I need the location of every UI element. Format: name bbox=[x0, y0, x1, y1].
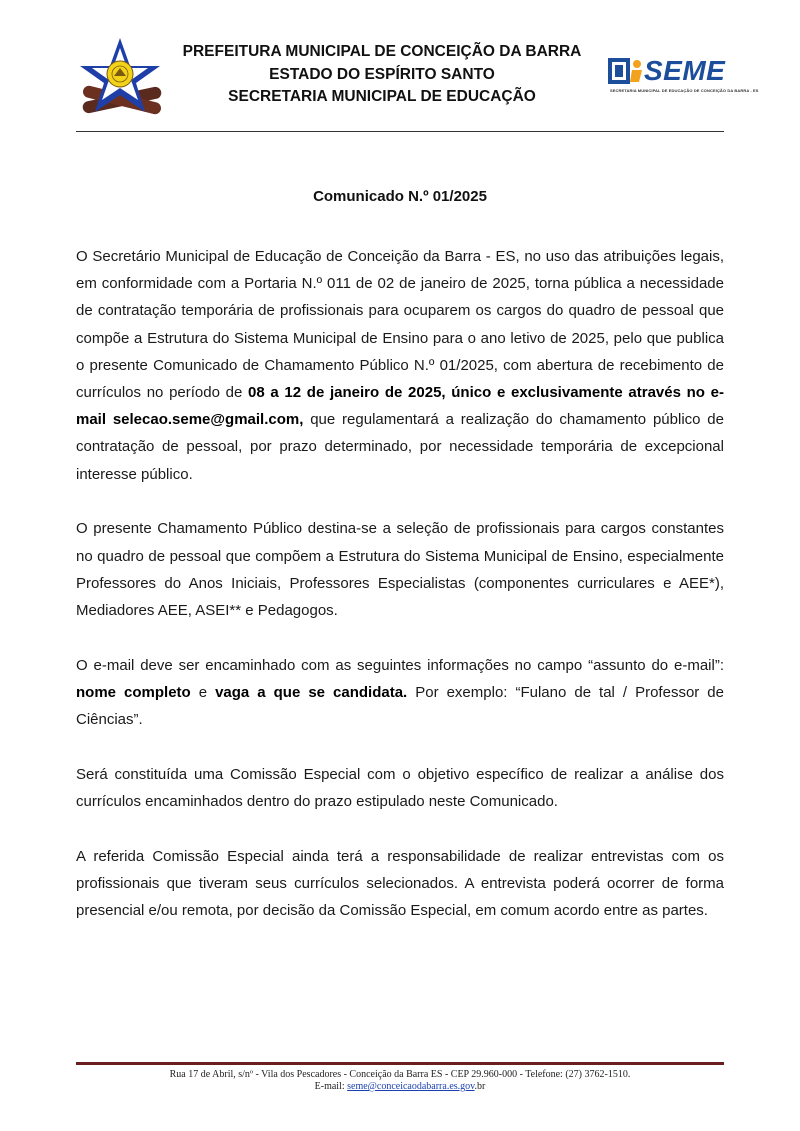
seme-logo-caption: SECRETARIA MUNICIPAL DE EDUCAÇÃO DE CONCEIÇÃO DA BARRA - ES bbox=[610, 88, 759, 93]
paragraph-3-text-a: O e-mail deve ser encaminhado com as seguintes informações no campo “assunto do e-mail”: bbox=[76, 656, 724, 674]
paragraph-5: A referida Comissão Especial ainda terá a responsabilidade de realizar entrevistas com os profissionais que tiveram seus currículos selecionados. A entrevista poderá ocorrer de forma presencial e/ou remota, por decisão da Comissão Especial, em comum acordo entre as partes. bbox=[76, 847, 724, 920]
page-footer bbox=[76, 1069, 724, 1093]
footer-address: Rua 17 de Abril, s/nº - Vila dos Pescadores - Conceição da Barra ES - CEP 29.960-000 - Telefone: (27) 3762-1510. bbox=[169, 1069, 631, 1080]
header-titles bbox=[170, 41, 594, 109]
paragraph-3 bbox=[76, 652, 724, 734]
footer-email-link[interactable]: seme@conceicaodabarra.es.gov bbox=[347, 1081, 475, 1092]
header-line-estado: ESTADO DO ESPÍRITO SANTO bbox=[269, 65, 495, 83]
header-line-secretaria: SECRETARIA MUNICIPAL DE EDUCAÇÃO bbox=[228, 88, 536, 105]
seme-logo-icon bbox=[606, 54, 646, 88]
header-line-prefeitura: PREFEITURA MUNICIPAL DE CONCEIÇÃO DA BARRA bbox=[182, 43, 582, 60]
seme-logo bbox=[606, 52, 759, 98]
footer-divider bbox=[76, 1062, 724, 1065]
footer-email-suffix: .br bbox=[474, 1081, 486, 1092]
paragraph-1-bold-period: 08 a 12 de janeiro de 2025, único e exclusivamente através no e-mail selecao.seme@gmail.com, bbox=[76, 384, 724, 429]
footer-email-label: E-mail: bbox=[314, 1081, 348, 1092]
document-title: Comunicado N.º 01/2025 bbox=[313, 188, 487, 205]
paragraph-4: Será constituída uma Comissão Especial com o objetivo específico de realizar a análise dos currículos encaminhados dentro do prazo estipulado neste Comunicado. bbox=[76, 765, 724, 810]
paragraph-3-bold-name: nome completo bbox=[76, 683, 191, 701]
paragraph-2: O presente Chamamento Público destina-se a seleção de profissionais para cargos constantes no quadro de pessoal que compõem a Estrutura do Sistema Municipal de Ensino, especialmente Professores do Anos Iniciais, Professores Especialistas (componentes curriculares e AEE*), Mediadores AEE, ASEI** e Pedagogos. bbox=[76, 520, 724, 619]
paragraph-3-text-e: Por exemplo: “Fulano de tal / Professor de Ciências”. bbox=[76, 683, 724, 729]
paragraph-3-text-c: e bbox=[190, 683, 216, 701]
seme-logo-text: SEME bbox=[644, 55, 726, 86]
footer-email-line bbox=[76, 1081, 724, 1093]
paragraph-1-text-c: que regulamentará a realização do chamamento público de contratação de pessoal, por prazo determinado, por necessidade temporária de excepcional interesse público. bbox=[76, 411, 724, 483]
paragraph-1-text-a: O Secretário Municipal de Educação de Conceição da Barra - ES, no uso das atribuições legais, em conformidade com a Portaria N.º 011 de 02 de janeiro de 2025, torna pública a necessidade de contratação temporária de profissionais para ocuparem os cargos do quadro de pessoal que compõe a Estrutura do Sistema Municipal de Ensino para o ano letivo de 2025, pelo que publica o presente Comunicado de Chamamento Público N.º 01/2025, com abertura de recebimento de currículos no período de bbox=[76, 248, 724, 402]
document-body bbox=[76, 243, 724, 952]
municipal-star-emblem-icon bbox=[76, 36, 168, 120]
page-header bbox=[0, 0, 800, 140]
header-divider bbox=[76, 131, 724, 132]
paragraph-3-bold-vaga: vaga a que se candidata. bbox=[215, 683, 408, 701]
paragraph-1 bbox=[76, 243, 724, 488]
